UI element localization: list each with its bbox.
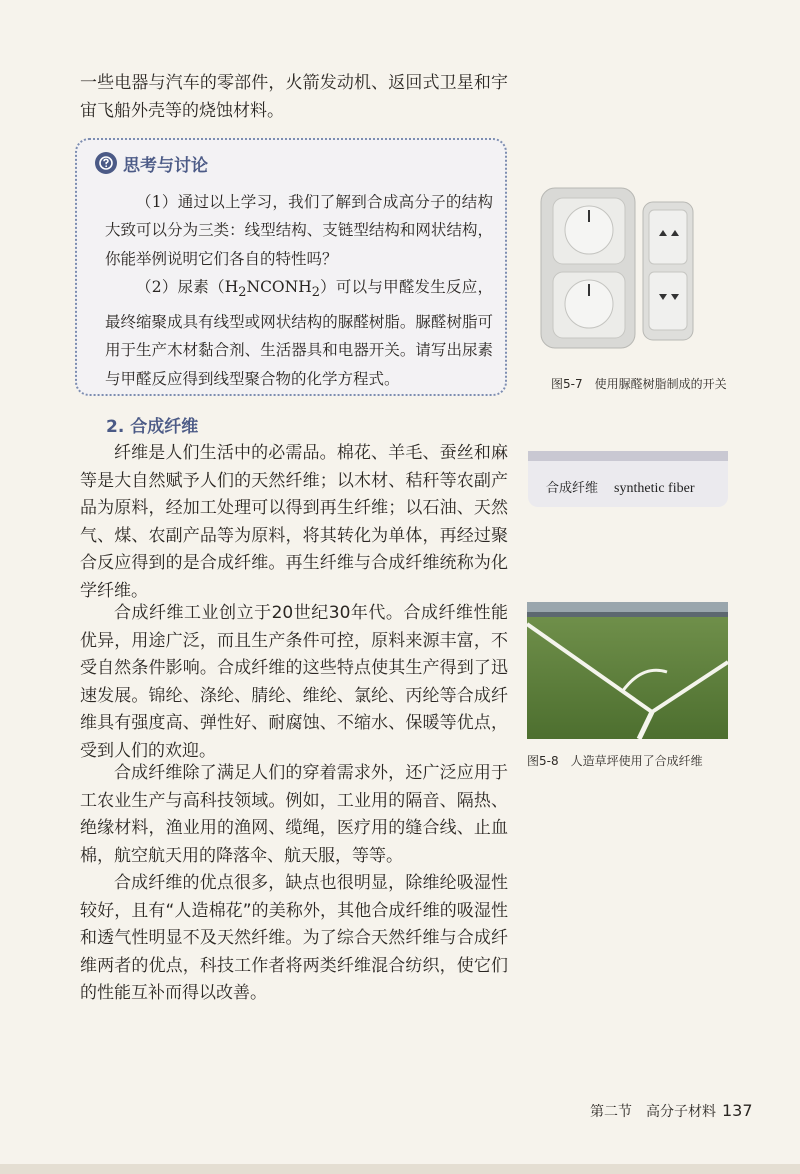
artificial-turf-photo [527,602,728,739]
paragraph-2: 合成纤维工业创立于20世纪30年代。合成纤维性能优异，用途广泛，而且生产条件可控，原料来源丰富，不受自然条件影响。合成纤维的这些特点使其生产得到了迅速发展。锦纶、涤纶、腈纶、维纶、氯纶、丙纶等合成纤维具有强度高、弹性好、耐腐蚀、不缩水、保暖等优点，受到人们的欢迎。 [80,603,508,761]
term-box-bar [528,451,728,461]
think-discuss-title: 思考与讨论 [123,155,208,176]
page-number: 137 [722,1101,753,1120]
term-box [528,451,728,507]
question-2-part-b: NCONH [246,278,312,297]
question-2-part-a: （2）尿素（H [136,278,239,297]
switch-photo [535,180,725,355]
subscript-2: 2 [238,285,247,301]
term-chinese: 合成纤维 [546,481,599,496]
intro-paragraph: 一些电器与汽车的零部件，火箭发动机、返回式卫星和宇宙飞船外壳等的烧蚀材料。 [80,73,508,121]
question-2 [105,273,493,393]
term-english: synthetic fiber [614,481,695,496]
section-title: 2. 合成纤维 [106,417,199,437]
think-discuss-header [95,150,208,176]
discussion-icon [95,152,117,174]
question-1: （1）通过以上学习，我们了解到合成高分子的结构大致可以分为三类：线型结构、支链型结构和网状结构，你能举例说明它们各自的特性吗？ [105,193,493,268]
page-footer [590,1101,753,1121]
figure-5-8-caption: 图5-8 人造草坪使用了合成纤维 [527,754,703,768]
think-discuss-body [105,188,493,393]
paragraph-4: 合成纤维的优点很多，缺点也很明显，除维纶吸湿性较好，且有“人造棉花”的美称外，其他合成纤维的吸湿性和透气性明显不及天然纤维。为了综合天然纤维与合成纤维两者的优点，科技工作者将两类纤维混合纺织，使它们的性能互补而得以改善。 [80,873,508,1004]
think-discuss-box [75,138,507,396]
figure-5-7-caption: 图5-7 使用脲醛树脂制成的开关 [551,377,727,391]
footer-section: 第二节 高分子材料 [590,1104,716,1120]
page-bottom-edge [0,1164,800,1174]
question-2-part-c: ）可以与甲醛发生反应，最终缩聚成具有线型或网状结构的脲醛树脂。脲醛树脂可用于生产木材黏合剂、生活器具和电器开关。请写出尿素与甲醛反应得到线型聚合物的化学方程式。 [105,278,493,388]
paragraph-1: 纤维是人们生活中的必需品。棉花、羊毛、蚕丝和麻等是大自然赋予人们的天然纤维；以木材、秸秆等农副产品为原料，经加工处理可以得到再生纤维；以石油、天然气、煤、农副产品等为原料，将其转化为单体，再经过聚合反应得到的是合成纤维。再生纤维与合成纤维统称为化学纤维。 [80,443,508,601]
question-bubble-icon [98,155,114,171]
term-text [546,477,695,497]
subscript-2b: 2 [311,285,320,301]
paragraph-3: 合成纤维除了满足人们的穿着需求外，还广泛应用于工农业生产与高科技领域。例如，工业用的隔音、隔热、绝缘材料，渔业用的渔网、缆绳，医疗用的缝合线、止血棉，航空航天用的降落伞、航天服，等等。 [80,763,508,866]
